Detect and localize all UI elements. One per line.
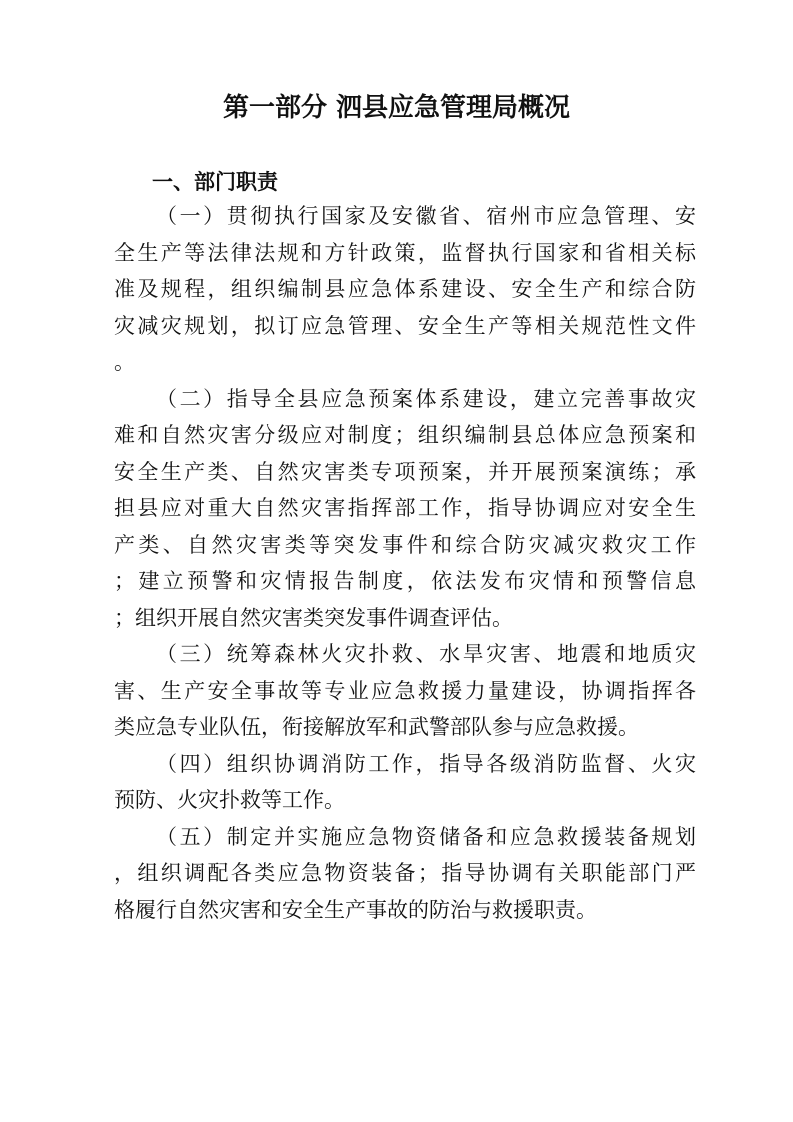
text-line: 难和自然灾害分级应对制度；组织编制县总体应急预案和 [114, 423, 696, 447]
text-line: 安全生产类、自然灾害类专项预案，并开展预案演练；承 [114, 459, 696, 484]
section-heading: 一、部门职责 [152, 170, 278, 194]
text-line: ；建立预警和灾情报告制度，依法发布灾情和预警信息 [114, 569, 696, 593]
text-line: （三）统筹森林火灾扑救、水旱灾害、地震和地质灾 [156, 642, 696, 666]
text-line: 产类、自然灾害类等突发事件和综合防灾减灾救灾工作 [114, 532, 696, 557]
text-line: 准及规程，组织编制县应急体系建设、安全生产和综合防 [114, 277, 696, 301]
text-line: 担县应对重大自然灾害指挥部工作，指导协调应对安全生 [114, 496, 696, 520]
body-text [114, 198, 696, 928]
page-title: 第一部分 泗县应急管理局概况 [222, 93, 571, 123]
text-line: 全生产等法律法规和方针政策，监督执行国家和省相关标 [114, 240, 696, 265]
text-line: 灾减灾规划，拟订应急管理、安全生产等相关规范性文件 [114, 313, 696, 338]
paragraph-2 [114, 381, 696, 637]
text-line: 预防、火灾扑救等工作。 [114, 788, 345, 812]
text-line: 害、生产安全事故等专业应急救援力量建设，协调指挥各 [114, 678, 696, 703]
text-line: （二）指导全县应急预案体系建设，建立完善事故灾 [156, 386, 696, 411]
paragraph-4 [114, 746, 696, 819]
text-line: ；组织开展自然灾害类突发事件调查评估。 [114, 605, 513, 630]
text-line: （五）制定并实施应急物资储备和应急救援装备规划 [156, 824, 696, 849]
paragraph-3 [114, 636, 696, 746]
paragraph-1 [114, 198, 696, 381]
text-line: 类应急专业队伍，衔接解放军和武警部队参与应急救援。 [114, 715, 639, 739]
text-line: （一）贯彻执行国家及安徽省、宿州市应急管理、安 [156, 204, 696, 228]
paragraph-5 [114, 819, 696, 929]
text-line: ，组织调配各类应急物资装备；指导协调有关职能部门严 [114, 861, 696, 885]
text-line: 格履行自然灾害和安全生产事故的防治与救援职责。 [114, 897, 597, 922]
text-line: （四）组织协调消防工作，指导各级消防监督、火灾 [156, 751, 696, 776]
text-line: 。 [114, 350, 135, 374]
